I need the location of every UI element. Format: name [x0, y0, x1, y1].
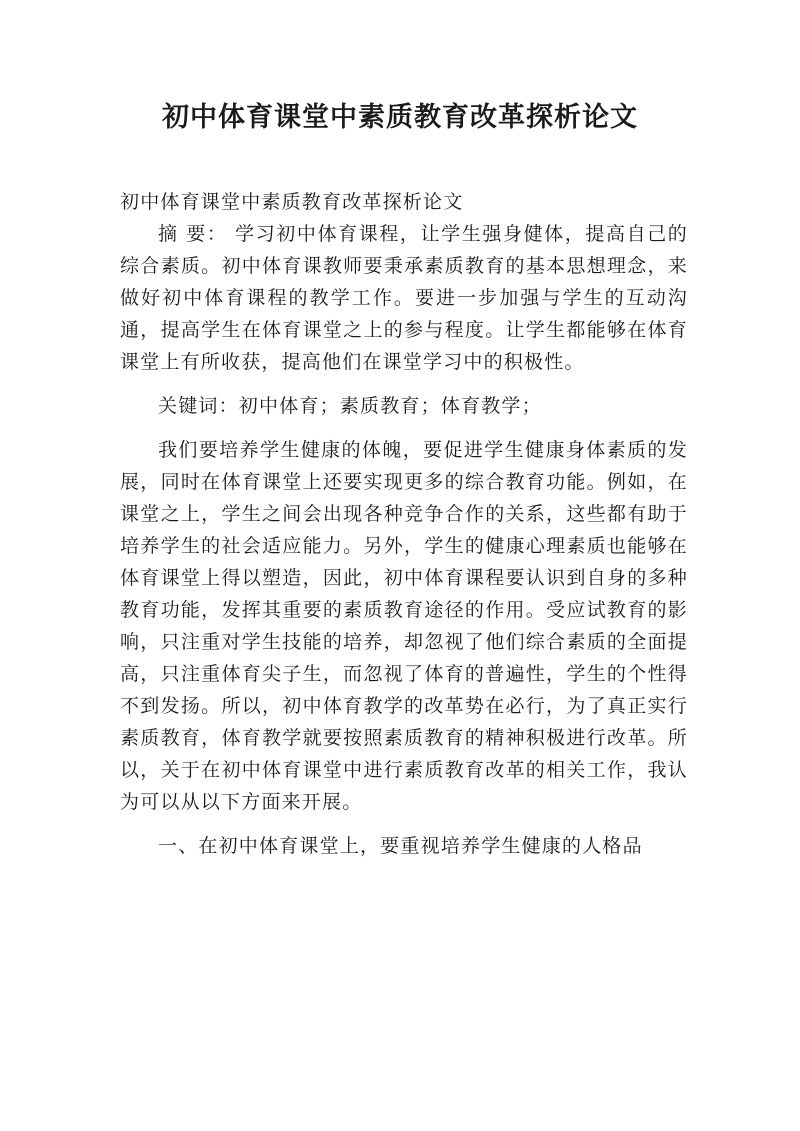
abstract-paragraph: 摘 要： 学习初中体育课程，让学生强身健体，提高自己的综合素质。初中体育课教师要秉承素质教育的基本思想理念，来做好初中体育课程的教学工作。要进一步加强与学生的互动沟通，提高学生在体育课堂之上的参与程度。让学生都能够在体育课堂上有所收获，提高他们在课堂学习中的积极性。: [120, 223, 688, 373]
subtitle-line: 初中体育课堂中素质教育改革探析论文: [120, 191, 464, 213]
body-paragraph: 我们要培养学生健康的体魄，要促进学生健康身体素质的发展，同时在体育课堂上还要实现更多的综合教育功能。例如，在课堂之上，学生之间会出现各种竞争合作的关系，这些都有助于培养学生的社会适应能力。另外，学生的健康心理素质也能够在体育课堂上得以塑造，因此，初中体育课程要认识到自身的多种教育功能，发挥其重要的素质教育途径的作用。受应试教育的影响，只注重对学生技能的培养，却忽视了他们综合素质的全面提高，只注重体育尖子生，而忽视了体育的普遍性，学生的个性得不到发扬。所以，初中体育教学的改革势在必行，为了真正实行素质教育，体育教学就要按照素质教育的精神积极进行改革。所以，关于在初中体育课堂中进行素质教育改革的相关工作，我认为可以从以下方面来开展。: [120, 439, 688, 813]
keywords-line: 关键词：初中体育；素质教育；体育教学；: [158, 395, 542, 417]
section-heading-paragraph: 一、在初中体育课堂上，要重视培养学生健康的人格品: [158, 835, 643, 857]
document-body: [120, 186, 688, 862]
document-title: 初中体育课堂中素质教育改革探析论文: [162, 102, 638, 133]
